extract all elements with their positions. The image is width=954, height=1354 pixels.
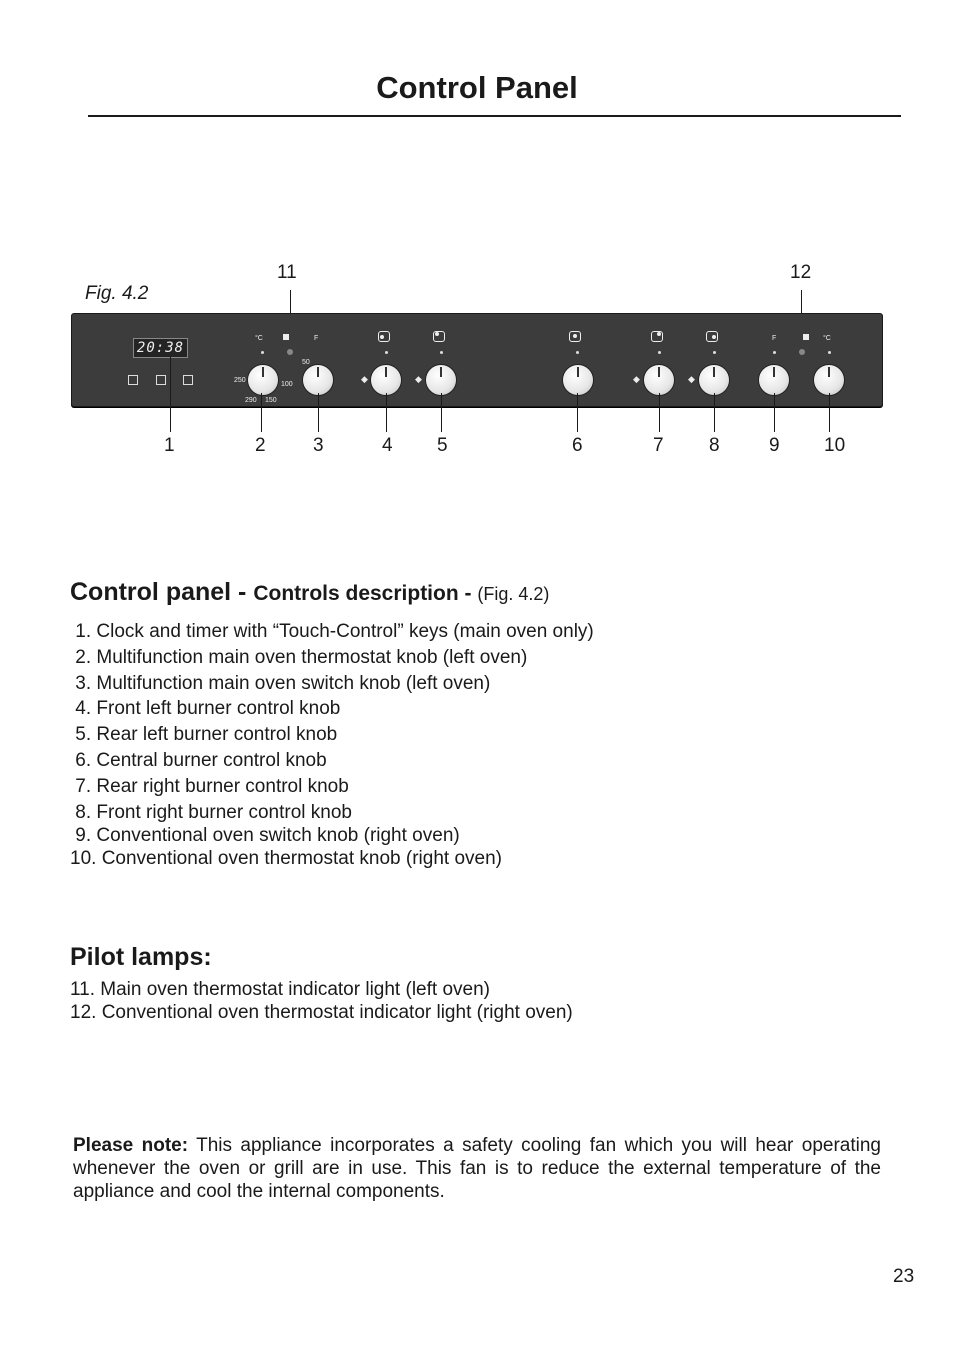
callout-3: 3	[313, 435, 324, 456]
leader-line-10	[829, 393, 830, 432]
fahrenheit-label-left: F	[314, 335, 319, 342]
rear-right-burner-knob	[643, 364, 675, 396]
list-item: 1. Clock and timer with “Touch-Control” keys (main oven only)	[70, 621, 594, 642]
callout-10: 10	[824, 435, 846, 456]
scale-50: 50	[302, 359, 310, 366]
leader-line-3	[318, 393, 319, 432]
leader-line-9	[774, 393, 775, 432]
list-item: 5. Rear left burner control knob	[70, 724, 338, 746]
flame-icon: ◆	[361, 374, 368, 384]
section-heading-main: Control panel -	[70, 578, 254, 606]
list-item: 8. Front right burner control knob	[70, 801, 352, 823]
figure-label: Fig. 4.2	[85, 283, 149, 304]
list-item: 10. Conventional oven thermostat knob (right oven)	[70, 848, 502, 870]
flame-icon: ◆	[415, 374, 422, 384]
scale-150: 150	[265, 397, 277, 404]
callout-8: 8	[709, 435, 720, 456]
pilot-lamp-left	[287, 349, 293, 355]
knob-index-dot	[385, 351, 388, 354]
leader-line-4	[386, 393, 387, 432]
leader-line-6	[577, 393, 578, 432]
callout-9: 9	[769, 435, 780, 456]
knob-index-dot	[658, 351, 661, 354]
front-right-burner-icon	[706, 331, 718, 342]
flame-icon: ◆	[688, 374, 695, 384]
note-text: This appliance incorporates a safety cooling fan which you will hear operating whenever the oven or grill are in use. This fan is to reduce the external temperature of the appliance and cool the internal components.	[73, 1135, 882, 1202]
page-number: 23	[893, 1266, 915, 1287]
right-oven-thermostat-knob	[813, 364, 845, 396]
page-title: Control Panel	[376, 70, 578, 105]
section-heading-sub: Controls description -	[253, 582, 478, 605]
left-oven-thermostat-knob	[247, 364, 279, 396]
front-right-burner-knob	[698, 364, 730, 396]
fahrenheit-label-right: F	[772, 335, 777, 342]
callout-1: 1	[164, 435, 175, 456]
rear-right-burner-icon	[651, 331, 663, 342]
left-oven-switch-knob	[302, 364, 334, 396]
celsius-label-right: °C	[823, 335, 831, 342]
knob-index-dot	[261, 351, 264, 354]
callout-6: 6	[572, 435, 583, 456]
list-item: 6. Central burner control knob	[70, 749, 327, 771]
controls-section-heading	[70, 578, 549, 607]
front-left-burner-icon	[378, 331, 390, 342]
leader-line-1	[170, 356, 171, 432]
flame-icon: ◆	[633, 374, 640, 384]
callout-5: 5	[437, 435, 448, 456]
clock-display: 20:38	[133, 338, 188, 358]
celsius-label-left: °C	[255, 335, 263, 342]
leader-line-2	[261, 393, 262, 432]
scale-250: 250	[234, 377, 246, 384]
knob-index-dot	[713, 351, 716, 354]
rear-left-burner-icon	[433, 331, 445, 342]
knob-index-dot	[828, 351, 831, 354]
rear-left-burner-knob	[425, 364, 457, 396]
touch-key-minus	[128, 375, 138, 385]
callout-11: 11	[277, 262, 297, 283]
title-divider	[88, 115, 901, 117]
list-item: 11. Main oven thermostat indicator light (left oven)	[70, 979, 490, 1000]
list-item: 4. Front left burner control knob	[70, 698, 341, 720]
knob-index-dot	[440, 351, 443, 354]
lamp-marker-icon	[283, 334, 289, 340]
list-item: 2. Multifunction main oven thermostat knob (left oven)	[70, 646, 528, 668]
touch-key-plus	[183, 375, 193, 385]
control-panel-illustration	[71, 313, 883, 407]
safety-note	[73, 1134, 881, 1203]
right-oven-switch-knob	[758, 364, 790, 396]
figure-reference: (Fig. 4.2)	[477, 584, 550, 604]
leader-line-5	[441, 393, 442, 432]
callout-4: 4	[382, 435, 393, 456]
knob-index-dot	[576, 351, 579, 354]
list-item: 3. Multifunction main oven switch knob (left oven)	[70, 672, 491, 694]
lamp-marker-icon	[803, 334, 809, 340]
front-left-burner-knob	[370, 364, 402, 396]
callout-2: 2	[255, 435, 266, 456]
callout-12: 12	[790, 262, 812, 283]
pilot-lamps-heading: Pilot lamps:	[70, 943, 212, 971]
controls-list	[70, 619, 594, 871]
leader-line-7	[659, 393, 660, 432]
note-label: Please note:	[73, 1135, 189, 1156]
scale-100: 100	[281, 381, 293, 388]
pilot-lamps-list	[70, 978, 573, 1024]
leader-line-8	[714, 393, 715, 432]
central-burner-icon	[569, 331, 581, 342]
list-item: 7. Rear right burner control knob	[70, 775, 349, 797]
callout-7: 7	[653, 435, 664, 456]
list-item: 9. Conventional oven switch knob (right oven)	[70, 825, 460, 847]
pilot-lamp-right	[799, 349, 805, 355]
central-burner-knob	[562, 364, 594, 396]
touch-key-timer	[156, 375, 166, 385]
scale-290: 290	[245, 397, 257, 404]
list-item: 12. Conventional oven thermostat indicator light (right oven)	[70, 1002, 573, 1023]
knob-index-dot	[773, 351, 776, 354]
